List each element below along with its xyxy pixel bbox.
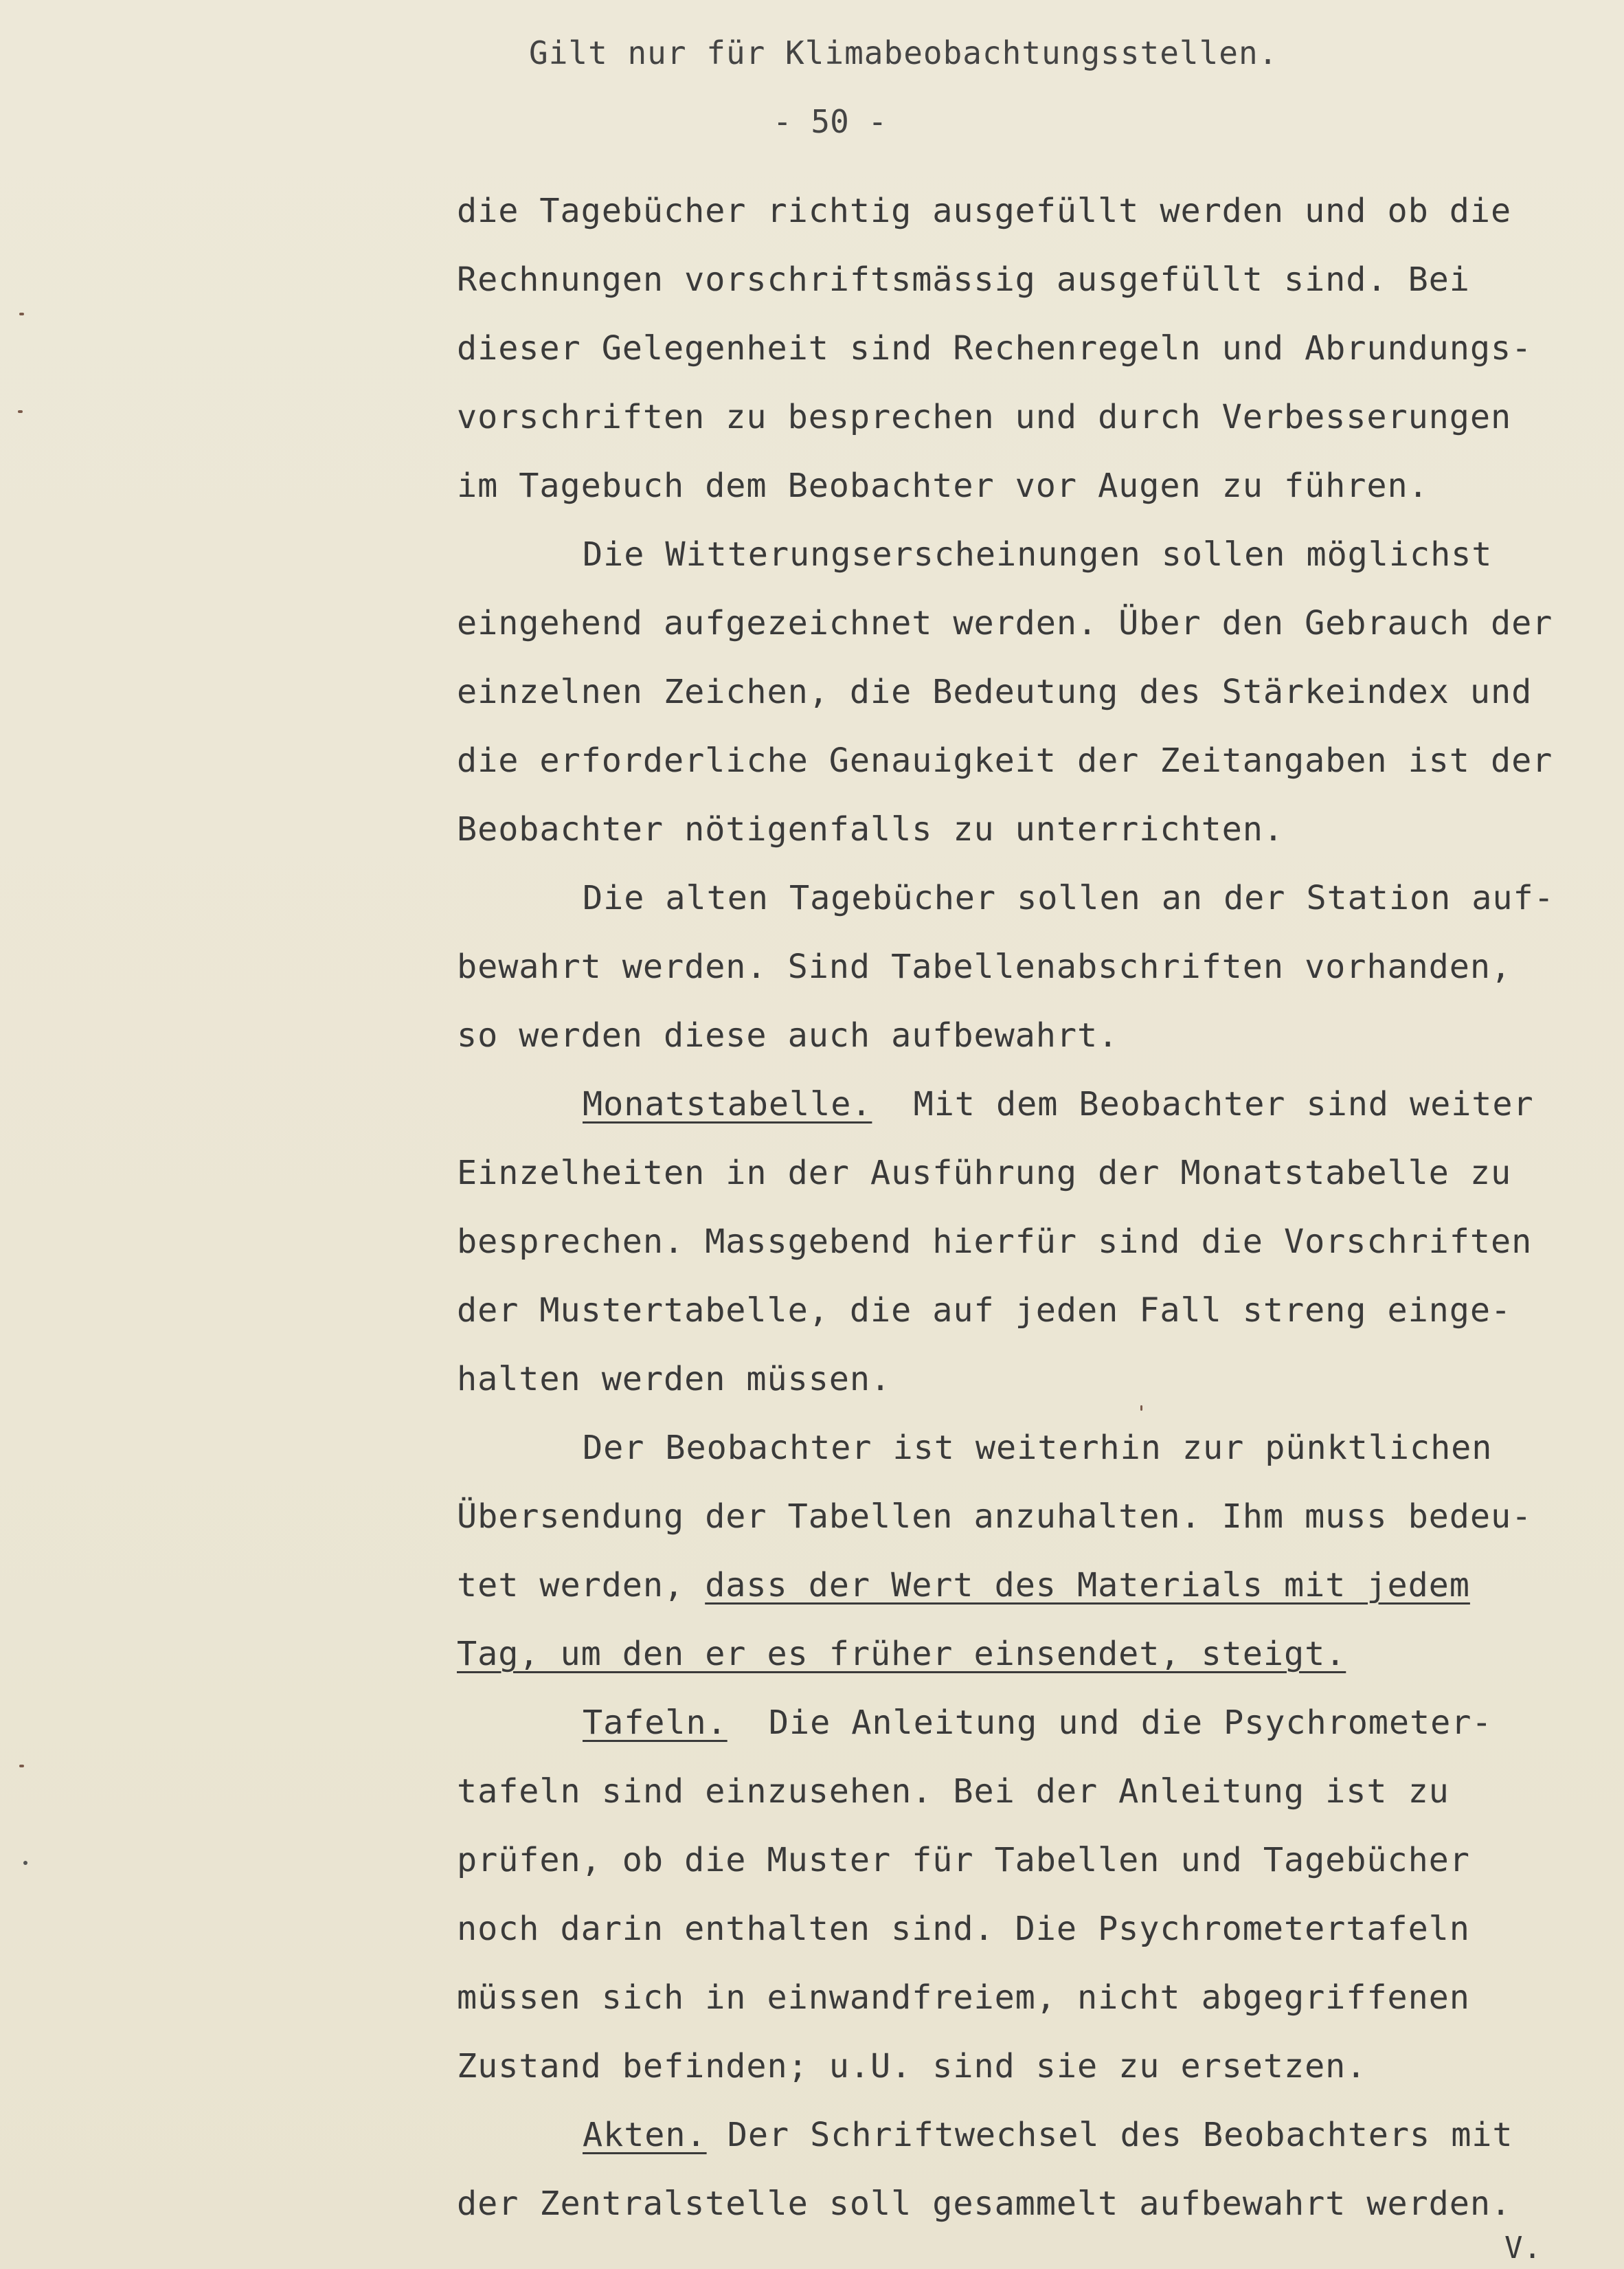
section-heading-monatstabelle: Monatstabelle. bbox=[583, 1085, 872, 1124]
text-line: Die Witterungserscheinungen sollen möglichst bbox=[583, 535, 1493, 574]
margin-mark bbox=[19, 1765, 24, 1767]
text-line: die Tagebücher richtig ausgefüllt werden und ob die bbox=[457, 192, 1512, 230]
section-heading-akten: Akten. bbox=[583, 2116, 707, 2154]
text-line: halten werden müssen. bbox=[457, 1360, 892, 1398]
text-line: noch darin enthalten sind. Die Psychrometertafeln bbox=[457, 1910, 1470, 1948]
paragraph-akten-first-line bbox=[583, 2116, 1513, 2154]
text-line: müssen sich in einwandfreiem, nicht abgegriffenen bbox=[457, 1978, 1470, 2017]
text-line: Zustand befinden; u.U. sind sie zu ersetzen. bbox=[457, 2047, 1367, 2086]
margin-mark bbox=[18, 410, 23, 413]
text-line: so werden diese auch aufbewahrt. bbox=[457, 1016, 1119, 1055]
paragraph-monatstabelle-first-line bbox=[583, 1085, 1534, 1124]
text-line: Einzelheiten in der Ausführung der Monatstabelle zu bbox=[457, 1154, 1512, 1192]
text-line: vorschriften zu besprechen und durch Verbesserungen bbox=[457, 398, 1512, 436]
text-line: tafeln sind einzusehen. Bei der Anleitung ist zu bbox=[457, 1772, 1450, 1811]
text-line: eingehend aufgezeichnet werden. Über den Gebrauch der bbox=[457, 604, 1553, 642]
text-line: Beobachter nötigenfalls zu unterrichten. bbox=[457, 810, 1284, 849]
text-line-with-emphasis bbox=[457, 1635, 1346, 1673]
text-line: besprechen. Massgebend hierfür sind die Vorschriften bbox=[457, 1222, 1533, 1261]
footer-mark: V. bbox=[1504, 2231, 1542, 2266]
text-line: einzelnen Zeichen, die Bedeutung des Stärkeindex und bbox=[457, 673, 1533, 711]
text-line: Der Beobachter ist weiterhin zur pünktlichen bbox=[583, 1429, 1493, 1467]
header-note: Gilt nur für Klimabeobachtungsstellen. bbox=[529, 34, 1278, 71]
text-line: Übersendung der Tabellen anzuhalten. Ihm muss bedeu- bbox=[457, 1497, 1533, 1536]
text-line: die erforderliche Genauigkeit der Zeitangaben ist der bbox=[457, 741, 1553, 780]
paper-speck bbox=[1140, 1405, 1142, 1411]
text-run: Der Schriftwechsel des Beobachters mit bbox=[727, 2116, 1513, 2154]
text-line: prüfen, ob die Muster für Tabellen und Tagebücher bbox=[457, 1841, 1470, 1879]
paragraph-tafeln-first-line bbox=[583, 1703, 1493, 1742]
section-heading-tafeln: Tafeln. bbox=[583, 1703, 728, 1742]
text-line-with-emphasis bbox=[457, 1566, 1470, 1605]
margin-dot bbox=[23, 1861, 27, 1865]
text-line: im Tagebuch dem Beobachter vor Augen zu führen. bbox=[457, 467, 1429, 505]
text-line: Rechnungen vorschriftsmässig ausgefüllt sind. Bei bbox=[457, 260, 1470, 299]
text-run: Mit dem Beobachter sind weiter bbox=[913, 1085, 1534, 1124]
text-run: Die Anleitung und die Psychrometer- bbox=[768, 1703, 1493, 1742]
margin-mark bbox=[19, 313, 24, 315]
text-line: der Mustertabelle, die auf jeden Fall streng einge- bbox=[457, 1291, 1512, 1330]
text-line: bewahrt werden. Sind Tabellenabschriften vorhanden, bbox=[457, 948, 1512, 986]
text-line: der Zentralstelle soll gesammelt aufbewahrt werden. bbox=[457, 2184, 1512, 2223]
underlined-emphasis: Tag, um den er es früher einsendet, steigt. bbox=[457, 1635, 1346, 1673]
text-line: Die alten Tagebücher sollen an der Station auf- bbox=[583, 879, 1555, 917]
text-line: dieser Gelegenheit sind Rechenregeln und Abrundungs- bbox=[457, 329, 1533, 368]
underlined-emphasis: dass der Wert des Materials mit jedem bbox=[705, 1566, 1470, 1605]
text-run: tet werden, bbox=[457, 1566, 706, 1605]
page-number: - 50 - bbox=[773, 103, 888, 140]
